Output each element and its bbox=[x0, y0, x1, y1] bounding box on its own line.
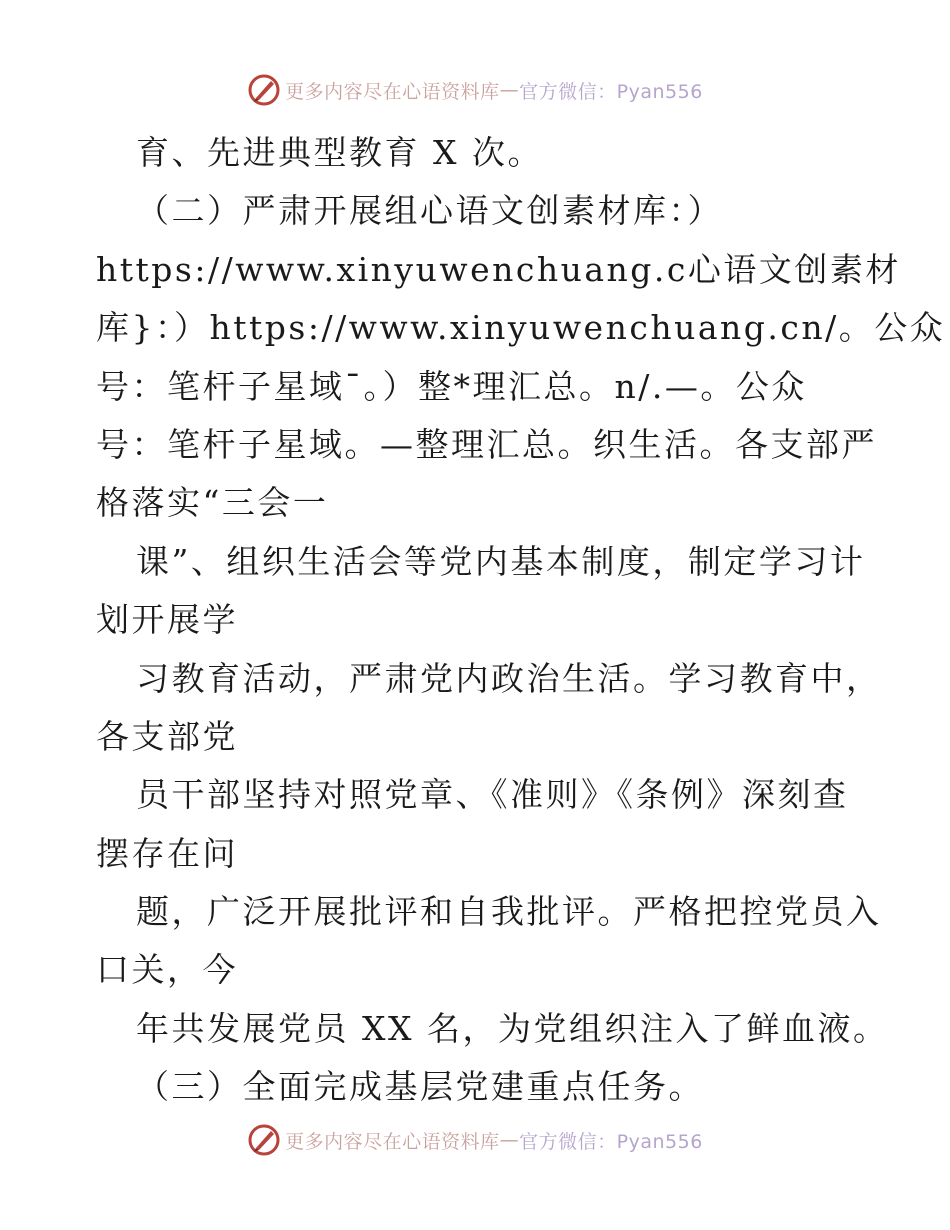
text-line-2: （二）严肃开展组心语文创素材库：） bbox=[136, 191, 723, 231]
banner-separator: — bbox=[499, 79, 520, 101]
text-line-13: 摆存在问 bbox=[96, 833, 238, 873]
document-body bbox=[96, 124, 946, 1117]
text-line-9: 划开展学 bbox=[96, 600, 238, 640]
text-line-10: 习教育活动，严肃党内政治生活。学习教育中， bbox=[136, 658, 882, 698]
footer-watermark-banner bbox=[0, 1120, 950, 1160]
wechat-contact: 官方微信：Pyan556 bbox=[519, 1130, 703, 1153]
brand-text: 更多内容尽在心语资料库 bbox=[285, 1130, 500, 1153]
text-line-16: 年共发展党员 XX 名，为党组织注入了鲜血液。 bbox=[136, 1008, 889, 1048]
text-line-7: 格落实“三会一 bbox=[96, 483, 329, 523]
text-line-6: 号：笔杆子星域。—整理汇总。织生活。各支部严 bbox=[96, 424, 877, 464]
wechat-contact: 官方微信：Pyan556 bbox=[519, 80, 703, 103]
text-line-12: 员干部坚持对照党章、《准则》《条例》深刻查 bbox=[136, 775, 849, 815]
text-line-14: 题，广泛开展批评和自我批评。严格把控党员入 bbox=[136, 892, 882, 932]
header-watermark-banner bbox=[0, 70, 950, 110]
pen-logo-icon bbox=[247, 1123, 281, 1157]
banner-separator: — bbox=[499, 1129, 520, 1151]
pen-logo-icon bbox=[247, 73, 281, 107]
text-line-1: 育、先进典型教育 X 次。 bbox=[136, 133, 543, 172]
text-line-3: https://www.xinyuwenchuang.c心语文创素材 bbox=[96, 249, 901, 289]
text-line-15: 口关，今 bbox=[96, 950, 238, 990]
text-line-5: 号：笔杆子星域¯。）整*理汇总。n/.—。公众 bbox=[96, 366, 807, 406]
text-line-17: （三）全面完成基层党建重点任务。 bbox=[136, 1067, 704, 1107]
text-line-8: 课”、组织生活会等党内基本制度，制定学习计 bbox=[136, 541, 866, 581]
brand-text: 更多内容尽在心语资料库 bbox=[285, 80, 500, 103]
text-line-11: 各支部党 bbox=[96, 716, 238, 756]
text-line-4: 库}：）https://www.xinyuwenchuang.cn/。公众 bbox=[96, 308, 946, 348]
